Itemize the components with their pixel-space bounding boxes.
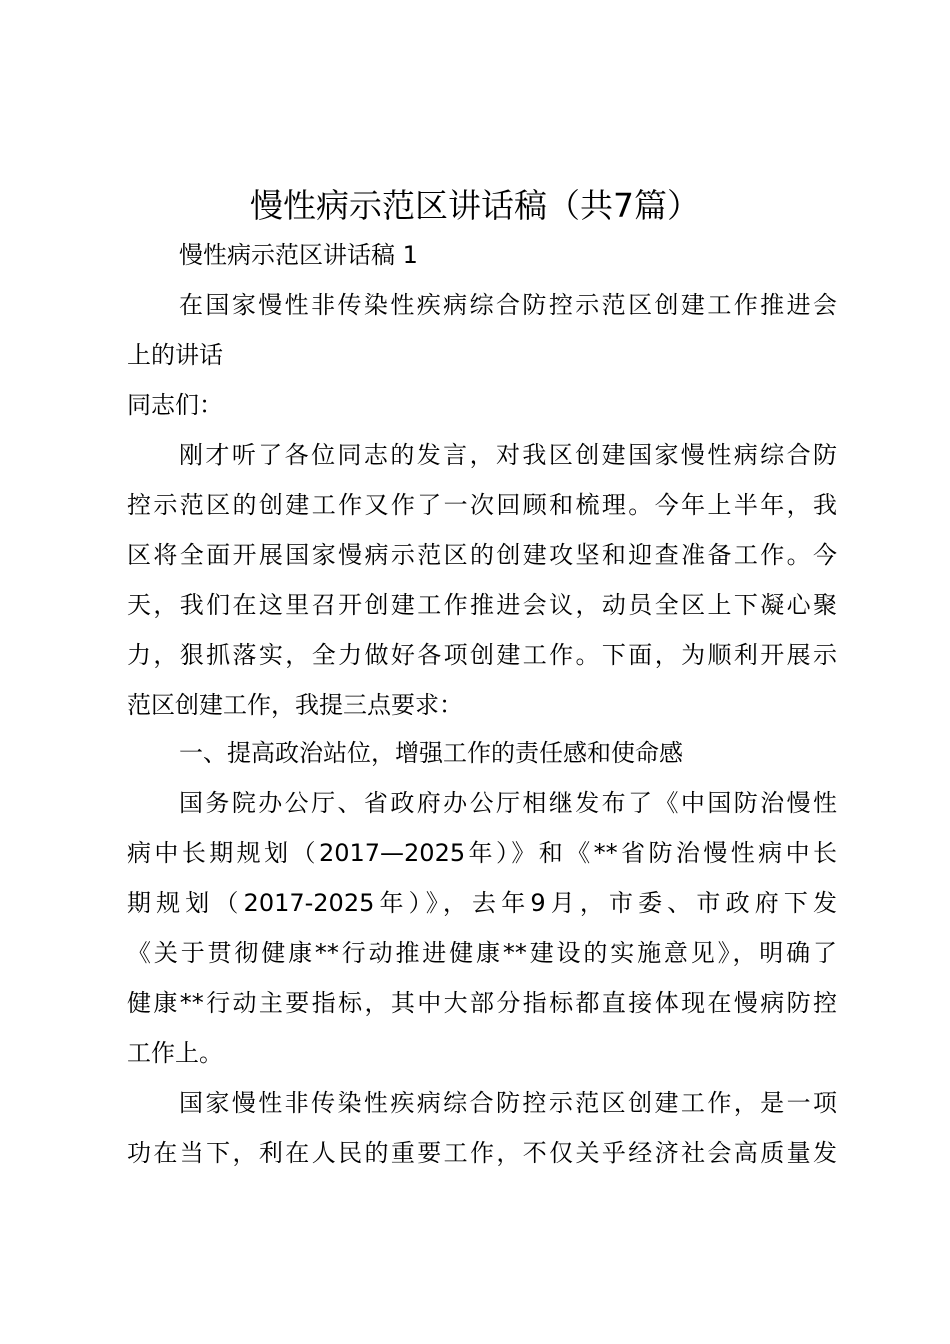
paragraph-line: 国务院办公厅、省政府办公厅相继发布了《中国防治慢性 — [179, 789, 837, 817]
paragraph-line: 范区创建工作，我提三点要求： — [127, 691, 463, 719]
paragraph-line: 功在当下，利在人民的重要工作，不仅关乎经济社会高质量发 — [127, 1139, 837, 1167]
document-title: 慢性病示范区讲话稿（共7篇） — [250, 186, 700, 225]
paragraph-line: 天，我们在这里召开创建工作推进会议，动员全区上下凝心聚 — [127, 591, 837, 619]
paragraph-line: 国家慢性非传染性疾病综合防控示范区创建工作，是一项 — [179, 1089, 837, 1117]
paragraph-line: 《关于贯彻健康**行动推进健康**建设的实施意见》，明确了 — [127, 939, 837, 967]
section-heading-1: 一、提高政治站位，增强工作的责任感和使命感 — [179, 739, 683, 767]
paragraph-line: 工作上。 — [127, 1039, 223, 1067]
paragraph-line: 力，狠抓落实，全力做好各项创建工作。下面，为顺利开展示 — [127, 641, 837, 669]
paragraph-line: 期规划（2017-2025年）》，去年9月，市委、市政府下发 — [127, 889, 837, 917]
section-heading-speech-1: 慢性病示范区讲话稿 1 — [179, 241, 418, 269]
speech-title-line-2: 上的讲话 — [127, 341, 223, 369]
paragraph-line: 健康**行动主要指标，其中大部分指标都直接体现在慢病防控 — [127, 989, 837, 1017]
speech-title-line-1: 在国家慢性非传染性疾病综合防控示范区创建工作推进会 — [179, 291, 837, 319]
salutation: 同志们： — [127, 391, 223, 419]
paragraph-line: 刚才听了各位同志的发言，对我区创建国家慢性病综合防 — [179, 441, 837, 469]
paragraph-line: 病中长期规划（2017—2025年）》和《**省防治慢性病中长 — [127, 839, 837, 867]
paragraph-line: 区将全面开展国家慢病示范区的创建攻坚和迎查准备工作。今 — [127, 541, 837, 569]
paragraph-line: 控示范区的创建工作又作了一次回顾和梳理。今年上半年，我 — [127, 491, 837, 519]
